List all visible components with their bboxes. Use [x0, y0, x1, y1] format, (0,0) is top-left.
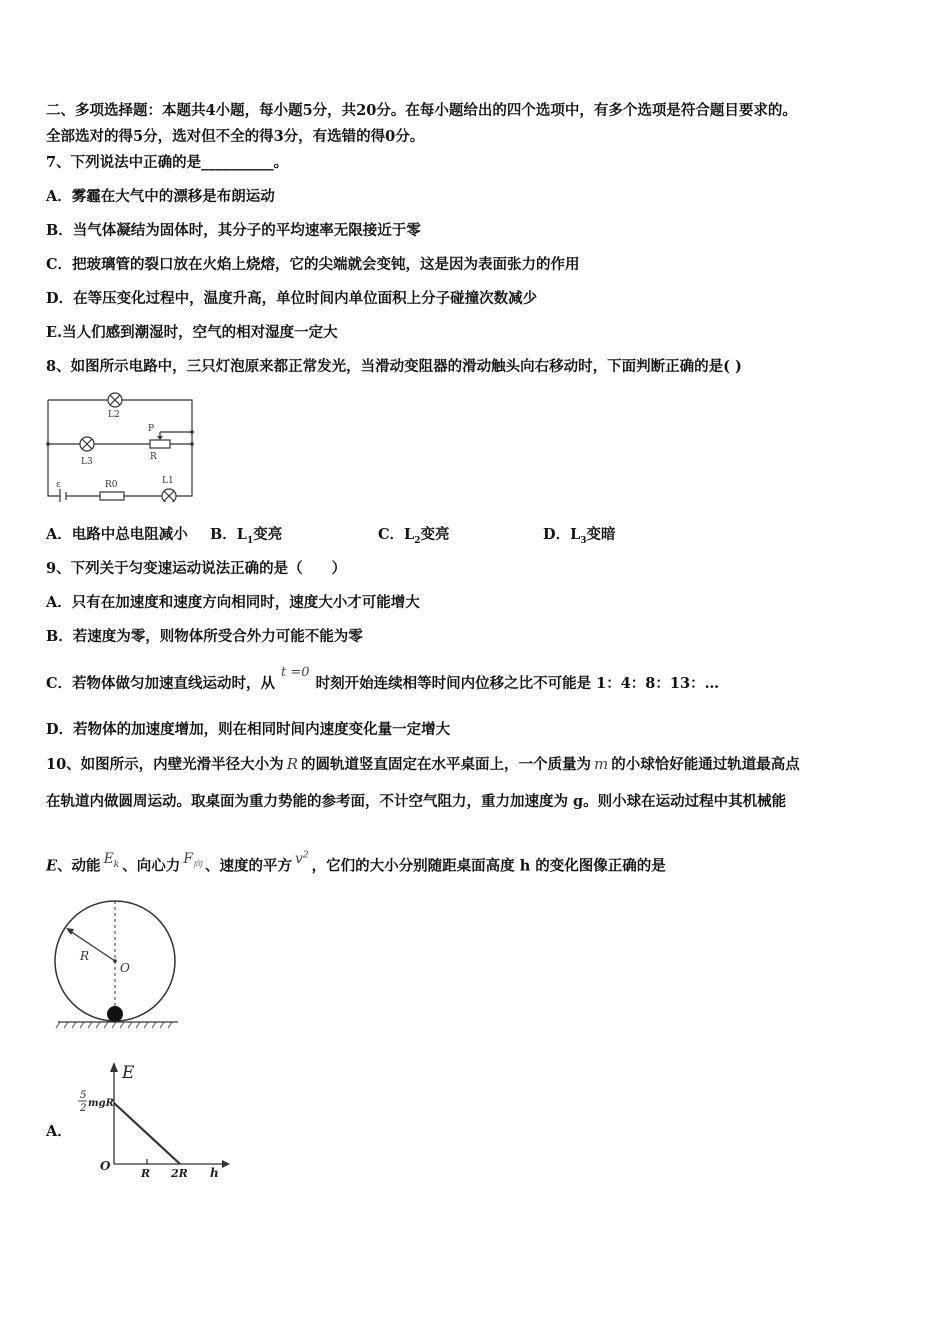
label-r0: R0	[105, 480, 118, 490]
q10-line1: 10、如图所示，内壁光滑半径大小为 R 的圆轨道竖直固定在水平桌面上，一个质量为 m 的小球恰好能通过轨道最高点	[46, 755, 800, 773]
q9-option-d: D．若物体的加速度增加，则在相同时间内速度变化量一定增大	[46, 721, 451, 738]
graph-option-a	[74, 1058, 234, 1184]
label-p: P	[148, 424, 155, 434]
q8-stem: 8、如图所示电路中，三只灯泡原来都正常发光，当滑动变阻器的滑动触头向右移动时，下面判断正确的是( )	[46, 358, 742, 375]
q7-option-d: D．在等压变化过程中，温度升高，单位时间内单位面积上分子碰撞次数减少	[46, 290, 538, 307]
q9-stem: 9、下列关于匀变速运动说法正确的是（ ）	[46, 560, 347, 577]
lamp-l3-icon	[80, 437, 94, 451]
label-radius: R	[80, 949, 90, 963]
label-l1: L1	[162, 476, 174, 486]
q9-option-c: C．若物体做匀加速直线运动时，从t =0时刻开始连续相等时间内位移之比不可能是 1：4：8：13：…	[46, 665, 720, 692]
q7-option-a: A．雾霾在大气中的漂移是布朗运动	[46, 188, 275, 205]
label-r: R	[150, 452, 157, 462]
graph-x-label: h	[210, 1166, 219, 1180]
circular-track-diagram	[54, 898, 182, 1034]
graph-x-tick-2r: 2R	[171, 1167, 188, 1180]
label-l2: L2	[108, 410, 120, 420]
q7-option-e: E.当人们感到潮湿时，空气的相对湿度一定大	[46, 324, 338, 341]
lamp-l2-icon	[108, 393, 122, 407]
q7-stem: 7、下列说法中正确的是__________。	[46, 154, 289, 171]
q7-option-c: C．把玻璃管的裂口放在火焰上烧熔，它的尖端就会变钝，这是因为表面张力的作用	[46, 256, 580, 273]
graph-x-tick-r: R	[141, 1167, 151, 1180]
label-emf: ε	[56, 480, 61, 490]
label-l3: L3	[81, 457, 93, 467]
graph-y-label: E	[122, 1063, 135, 1083]
label-center: O	[120, 961, 130, 975]
lamp-l1-icon	[162, 489, 176, 502]
q8-option-d: D．$L_3$变暗	[543, 526, 616, 546]
q8-option-b: B．$L_1$变亮	[210, 526, 283, 546]
graph-y-tick-num: 5	[80, 1090, 87, 1101]
q10-option-a-label: A．	[46, 1123, 72, 1140]
graph-origin: O	[100, 1159, 111, 1173]
q7-option-b: B．当气体凝结为固体时，其分子的平均速率无限接近于零	[46, 222, 421, 239]
q9-option-a: A．只有在加速度和速度方向相同时，速度大小才可能增大	[46, 594, 420, 611]
circuit-diagram	[44, 390, 204, 502]
graph-y-tick-den: 2	[80, 1103, 87, 1114]
q9-option-b: B．若速度为零，则物体所受合外力可能不能为零	[46, 628, 363, 645]
q8-option-a: A．电路中总电阻减小	[46, 526, 188, 543]
section-header-line2: 全部选对的得5分，选对但不全的得3分，有选错的得0分。	[46, 128, 425, 145]
q8-option-c: C．$L_2$变亮	[378, 526, 450, 546]
energy-line	[114, 1103, 180, 1164]
graph-y-tick-text: mgR	[88, 1098, 114, 1109]
math-t0: t =0	[281, 665, 310, 680]
section-header-line1: 二、多项选择题：本题共4小题，每小题5分，共20分。在每小题给出的四个选项中，有多个选项是符合题目要求的。	[46, 102, 797, 119]
q10-line3: E、动能 $E_k$ 、向心力 $F_向$ 、速度的平方 $v^2$，它们的大小分别随距桌面高度 h 的变化图像正确的是	[46, 850, 666, 875]
q10-line2: 在轨道内做圆周运动。取桌面为重力势能的参考面，不计空气阻力，重力加速度为 g。则小球在运动过程中其机械能	[46, 793, 787, 810]
ball-icon	[107, 1006, 123, 1022]
